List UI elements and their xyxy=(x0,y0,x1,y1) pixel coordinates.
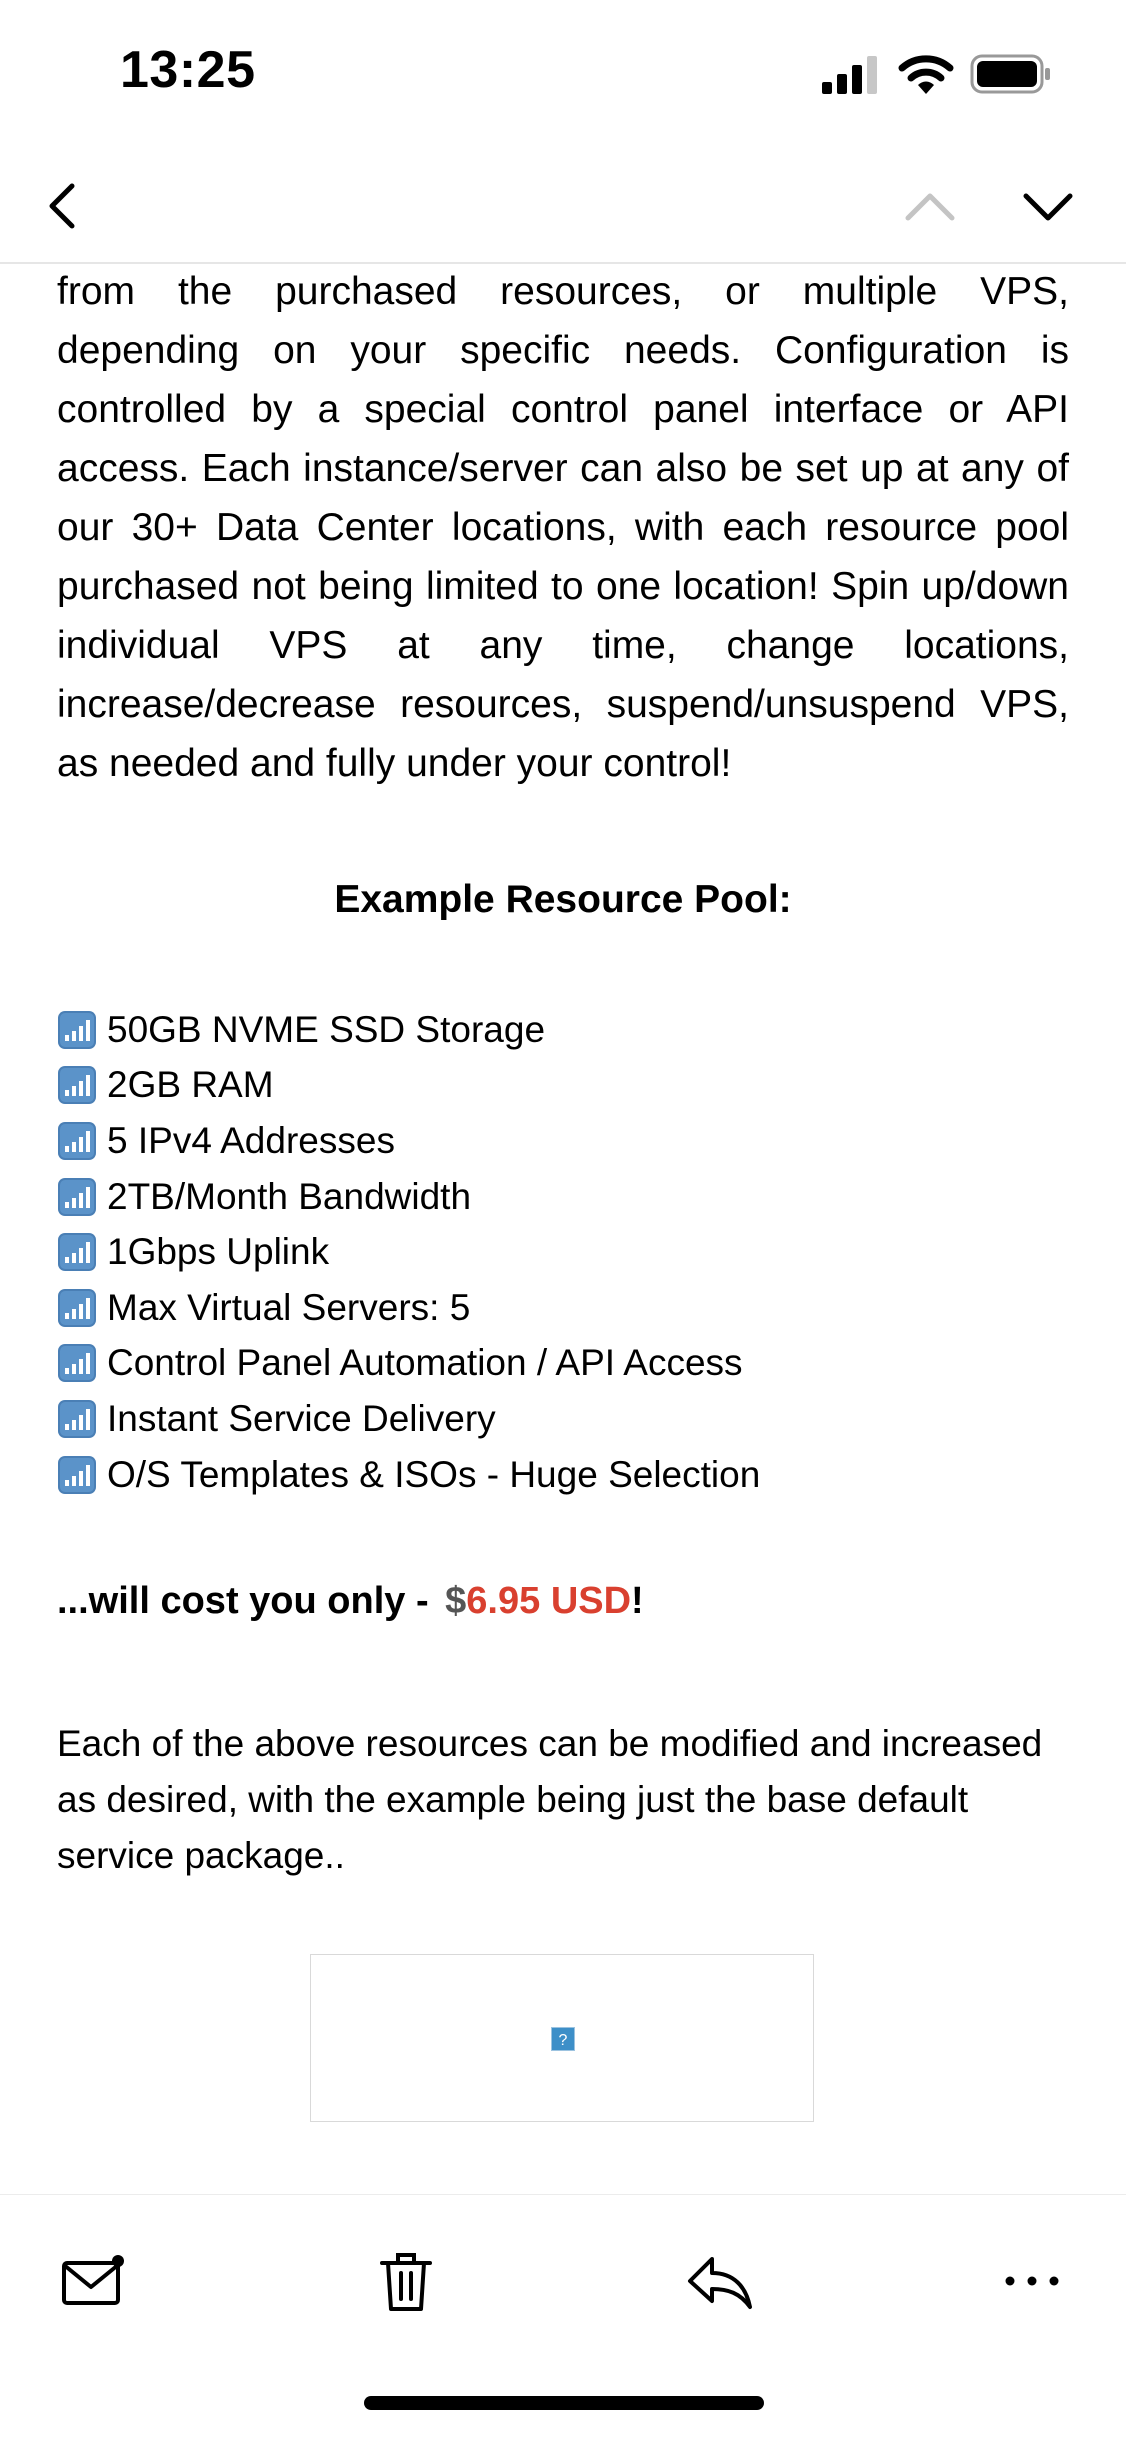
feature-text: Instant Service Delivery xyxy=(107,1397,496,1439)
feature-text: 5 IPv4 Addresses xyxy=(107,1119,395,1161)
reply-icon[interactable] xyxy=(684,2245,756,2317)
mark-unread-icon[interactable] xyxy=(58,2245,130,2317)
feature-text: Max Virtual Servers: 5 xyxy=(107,1286,471,1328)
dollar-sign: $ xyxy=(445,1580,467,1622)
svg-text:?: ? xyxy=(558,2032,568,2049)
bar-chart-emoji-icon xyxy=(57,1121,97,1161)
battery-icon xyxy=(970,54,1052,94)
feature-text: O/S Templates & ISOs - Huge Selection xyxy=(107,1453,761,1495)
list-item xyxy=(57,1280,760,1336)
bar-chart-emoji-icon xyxy=(57,1455,97,1495)
bar-chart-emoji-icon xyxy=(57,1177,97,1217)
bar-chart-emoji-icon xyxy=(57,1343,97,1383)
next-message-chevron-down-icon[interactable] xyxy=(1018,176,1078,236)
list-item xyxy=(57,1169,760,1225)
status-time: 13:25 xyxy=(120,41,256,99)
list-item xyxy=(57,1391,760,1447)
feature-list xyxy=(57,1002,760,1502)
feature-text: 2TB/Month Bandwidth xyxy=(107,1175,472,1217)
list-item xyxy=(57,1224,760,1280)
list-item xyxy=(57,1447,760,1503)
bar-chart-emoji-icon xyxy=(57,1065,97,1105)
broken-image-icon xyxy=(551,2027,575,2051)
price-suffix: ! xyxy=(631,1580,644,1622)
price-amount: 6.95 USD xyxy=(466,1580,632,1622)
feature-text: 2GB RAM xyxy=(107,1064,274,1106)
feature-text: 1Gbps Uplink xyxy=(107,1231,330,1273)
feature-text: 50GB NVME SSD Storage xyxy=(107,1008,546,1050)
image-placeholder xyxy=(310,1954,814,2122)
list-item xyxy=(57,1002,760,1058)
back-chevron-icon[interactable] xyxy=(34,176,94,236)
bar-chart-emoji-icon xyxy=(57,1232,97,1272)
section-heading: Example Resource Pool: xyxy=(334,878,792,921)
price-prefix: ...will cost you only - xyxy=(57,1580,440,1622)
list-item xyxy=(57,1336,760,1392)
wifi-icon xyxy=(898,52,954,96)
more-icon[interactable] xyxy=(996,2245,1068,2317)
closing-paragraph: Each of the above resources can be modified and increased as desired, with the example being just the base default service package.. xyxy=(57,1723,1043,1876)
message-nav-bar xyxy=(0,140,1126,264)
bar-chart-emoji-icon xyxy=(57,1399,97,1439)
bar-chart-emoji-icon xyxy=(57,1010,97,1050)
previous-message-chevron-up-icon[interactable] xyxy=(900,176,960,236)
bar-chart-emoji-icon xyxy=(57,1288,97,1328)
status-bar xyxy=(0,0,1126,140)
home-indicator xyxy=(364,2396,764,2410)
intro-paragraph: from the purchased resources, or multiple VPS, depending on your specific needs. Configuration is controlled by a special control panel interface or API access. Each instance/server can also be set up at any of our 30+ Data Center locations, with each resource pool purchased not being limited to one location! Spin up/down individual VPS at any time, change locations, increase/decrease resources, suspend/unsuspend VPS, as needed and fully under your control! xyxy=(57,270,1069,785)
feature-text: Control Panel Automation / API Access xyxy=(107,1342,743,1384)
list-item xyxy=(57,1113,760,1169)
trash-icon[interactable] xyxy=(370,2245,442,2317)
price-line xyxy=(57,1580,644,1623)
cellular-signal-icon xyxy=(822,56,880,94)
email-body xyxy=(57,262,1069,2049)
list-item xyxy=(57,1058,760,1114)
